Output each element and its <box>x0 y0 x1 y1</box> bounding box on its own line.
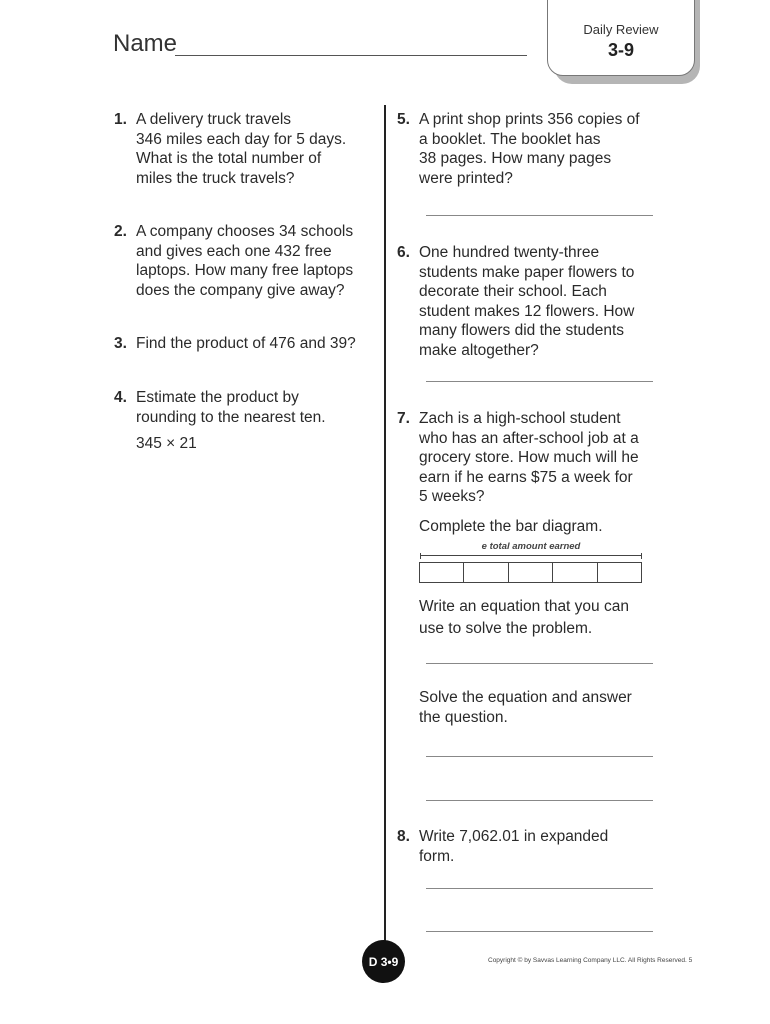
answer-line[interactable] <box>426 800 653 801</box>
question-number: 1. <box>114 111 127 128</box>
question-expression: 345 × 21 <box>136 435 197 452</box>
tab-number: 3-9 <box>607 40 634 60</box>
question-number: 8. <box>397 828 410 845</box>
bar-diagram-cell[interactable] <box>464 563 508 582</box>
question-5 <box>397 110 662 188</box>
answer-line[interactable] <box>426 663 653 664</box>
question-7 <box>397 409 662 507</box>
question-number: 5. <box>397 111 410 128</box>
name-label: Name <box>113 30 178 57</box>
daily-review-tab <box>547 0 695 76</box>
page-badge: D 3•9 <box>362 940 405 983</box>
question-4 <box>114 388 379 454</box>
question-text: Zach is a high-school student who has an after-school job at a grocery store. How much will he earn if he earns $75 a week for 5 weeks? <box>419 410 639 505</box>
answer-line[interactable] <box>426 756 653 757</box>
question-number: 7. <box>397 410 410 427</box>
solve-instruction: Solve the equation and answer the question. <box>419 689 632 726</box>
question-text: A print shop prints 356 copies of a booklet. The booklet has 38 pages. How many pages were printed? <box>419 111 640 187</box>
question-8 <box>397 827 662 866</box>
question-6 <box>397 243 662 360</box>
bar-diagram-cell[interactable] <box>598 563 641 582</box>
question-text: Write 7,062.01 in expanded form. <box>419 828 609 865</box>
question-3 <box>114 334 379 354</box>
equation-instruction: Write an equation that you can use to solve the problem. <box>419 598 629 637</box>
answer-line[interactable] <box>426 381 653 382</box>
question-text: A company chooses 34 schools and gives each one 432 free laptops. How many free laptops does the company give away? <box>136 223 354 299</box>
answer-line[interactable] <box>426 888 653 889</box>
question-1 <box>114 110 379 188</box>
question-number: 6. <box>397 244 410 261</box>
name-field[interactable] <box>175 55 527 56</box>
question-text: One hundred twenty-three students make paper flowers to decorate their school. Each student makes 12 flowers. How many flowers did the students make altogether? <box>419 244 635 359</box>
column-divider <box>384 105 386 960</box>
bar-diagram-label: e total amount earned <box>481 541 581 552</box>
answer-line[interactable] <box>426 215 653 216</box>
copyright-text: Copyright © by Savvas Learning Company LLC. All Rights Reserved. 5 <box>488 957 693 964</box>
bar-diagram-instruction: Complete the bar diagram. <box>419 518 603 535</box>
bar-diagram-cell[interactable] <box>420 563 464 582</box>
question-text: Estimate the product by rounding to the nearest ten. <box>136 389 326 426</box>
bar-diagram-cell[interactable] <box>509 563 553 582</box>
question-number: 3. <box>114 335 127 352</box>
bar-diagram <box>419 562 642 583</box>
question-text: Find the product of 476 and 39? <box>136 335 356 352</box>
question-number: 4. <box>114 389 127 406</box>
bar-diagram-cell[interactable] <box>553 563 597 582</box>
question-text: A delivery truck travels 346 miles each day for 5 days. What is the total number of miles the truck travels? <box>136 111 347 187</box>
tab-label: Daily Review <box>583 22 659 37</box>
question-2 <box>114 222 379 300</box>
bar-diagram-bracket <box>420 553 642 559</box>
question-number: 2. <box>114 223 127 240</box>
answer-line[interactable] <box>426 931 653 932</box>
